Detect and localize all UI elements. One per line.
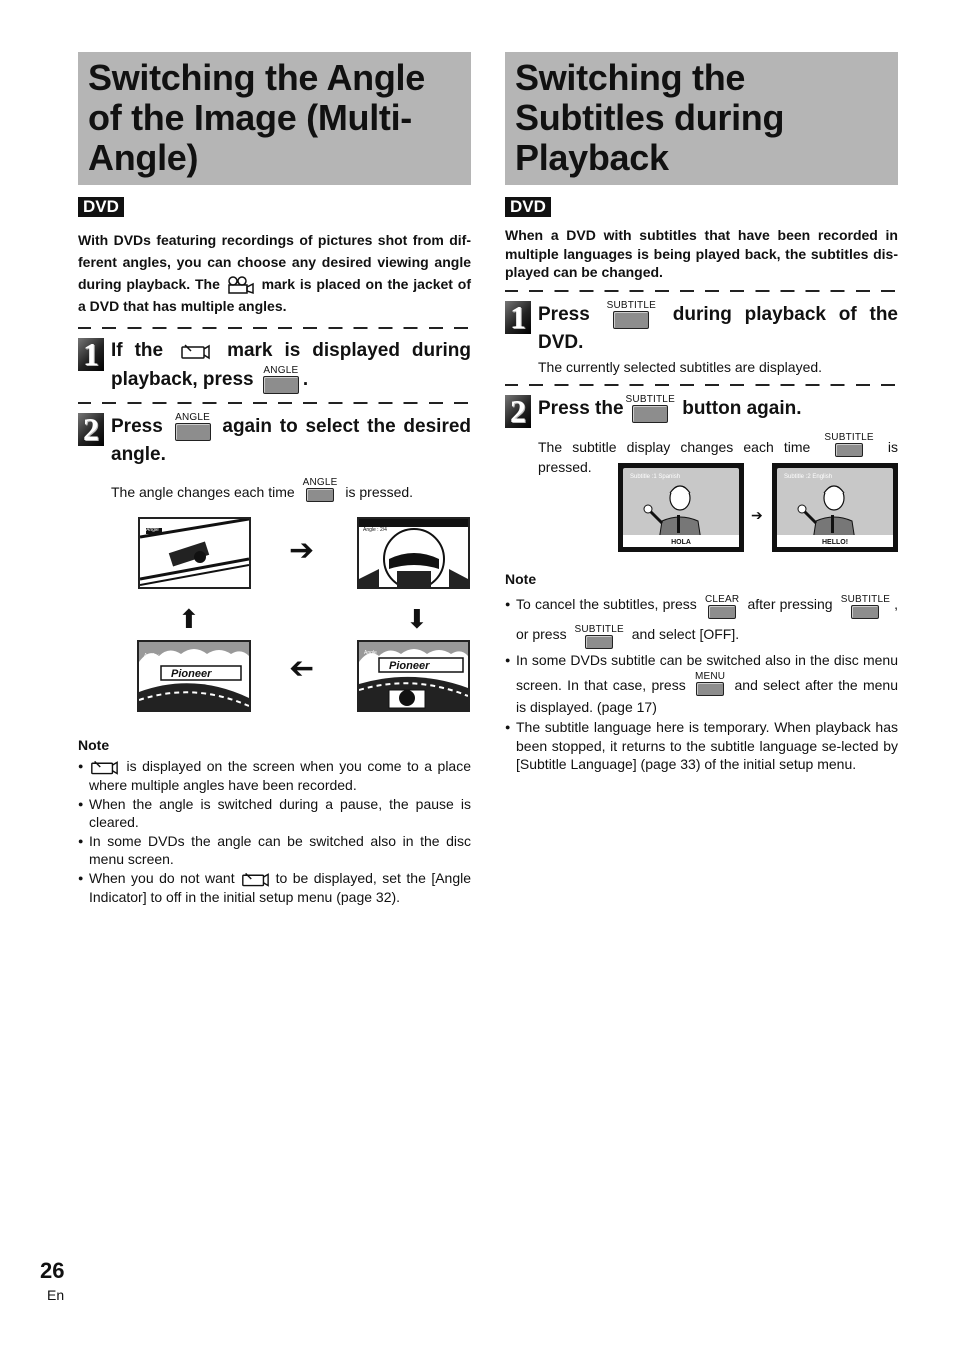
angle-notes — [78, 709, 471, 907]
subtitle-intro: When a DVD with subtitles that have been recorded in multiple languages is being played back, the subtitles dis-played can be changed. — [505, 227, 898, 280]
page-language: En — [47, 1287, 65, 1303]
subtitle-step1-subtext: The currently selected subtitles are displayed. — [538, 358, 823, 375]
step-number-2: 2 — [505, 395, 531, 428]
page-title-angle: Switching the Angle of the Image (Multi-Angle) — [88, 57, 425, 178]
svg-text:Angle : 4/4: Angle : 4/4 — [144, 653, 168, 659]
arrow-up-icon: ⬆ — [178, 604, 200, 634]
step2-text-b: again to select the desired angle. — [111, 416, 472, 466]
clear-button[interactable]: CLEAR — [705, 594, 739, 619]
angle-screen-2 — [357, 517, 470, 589]
subtitle-screen-spanish — [618, 463, 744, 552]
subtitle-notes — [505, 543, 898, 774]
menu-button[interactable]: MENU — [695, 671, 725, 696]
page-number: 26 — [40, 1258, 65, 1283]
angle-mark-icon — [89, 758, 119, 776]
dvd-badge: DVD — [505, 197, 551, 217]
note-item: ● When the angle is switched during a pause, the pause is cleared. — [78, 795, 471, 832]
page-title-subtitles: Switching the Subtitles during Playback — [515, 57, 785, 178]
note-item: ● To cancel the subtitles, press CLEAR after pressing SUBTITLE , or press SUBTITLE and select [OFF]. — [505, 589, 898, 649]
subtitle-step-1: 1 Press SUBTITLE during playback of the DVD. — [505, 300, 898, 357]
angle-screen-4 — [357, 640, 470, 712]
left-title-box — [78, 52, 471, 185]
left-column — [78, 52, 471, 502]
step-number-1: 1 — [505, 301, 531, 334]
subtitle-step-2: 2 Press the SUBTITLE button again. — [505, 394, 898, 428]
angle-mark-icon — [179, 342, 211, 360]
svg-text:HOLA: HOLA — [671, 539, 691, 546]
step1-text-b: mark is displayed during playback, press — [111, 340, 472, 391]
angle-step-1: 1 If the mark is displayed during playback, press ANGLE . — [78, 337, 471, 394]
angle-screen-3 — [137, 640, 251, 712]
note-item: ● When you do not want to be displayed, set the [Angle Indicator] to off in the initial setup menu (page 32). — [78, 869, 471, 907]
angle-button-small[interactable]: ANGLE — [303, 477, 338, 502]
arrow-down-icon: ⬇ — [406, 604, 428, 634]
note-item: ● The subtitle language here is temporary. When playback has been stopped, it returns to the subtitle language se-lected by [Subtitle Language] (page 33) of the initial setup menu. — [505, 718, 898, 774]
subtitle-button[interactable]: SUBTITLE — [607, 300, 656, 329]
angle-mark-icon — [240, 870, 270, 888]
subtitle-button[interactable]: SUBTITLE — [574, 624, 623, 649]
divider — [78, 327, 471, 329]
note-item: ● In some DVDs subtitle can be switched also in the disc menu screen. In that case, press MENU and select after the menu is displayed. (page 17) — [505, 649, 898, 718]
subtitle-screen-english — [772, 463, 898, 552]
multi-camera-icon — [225, 275, 257, 295]
note-heading: Note — [78, 737, 110, 753]
subtitle-button-small[interactable]: SUBTITLE — [824, 432, 873, 457]
arrow-right-icon: ➔ — [289, 534, 315, 567]
svg-text:Pioneer: Pioneer — [389, 660, 430, 672]
svg-text:Angle: Angle — [146, 527, 159, 533]
subtitle-button[interactable]: SUBTITLE — [841, 594, 890, 619]
divider — [505, 384, 898, 386]
dvd-badge: DVD — [78, 197, 124, 217]
svg-text:Angle: Angle — [364, 650, 377, 656]
subtitle-button[interactable]: SUBTITLE — [626, 394, 675, 423]
note-item: ● In some DVDs the angle can be switched also in the disc menu screen. — [78, 832, 471, 869]
angle-intro — [78, 229, 471, 317]
svg-text:Angle : 2/4: Angle : 2/4 — [363, 527, 387, 533]
svg-text:Subtitle :1 Spanish: Subtitle :1 Spanish — [630, 474, 681, 480]
right-title-box — [505, 52, 898, 185]
angle-button[interactable]: ANGLE — [175, 412, 211, 441]
note-heading: Note — [505, 571, 537, 587]
angle-step2-subtext: The angle changes each time ANGLE is pressed. — [111, 477, 414, 501]
step1-text-a: If the — [111, 340, 164, 362]
step2-text-a: Press — [111, 416, 163, 438]
svg-text:Subtitle :2 English: Subtitle :2 English — [784, 474, 833, 480]
arrow-right-icon: ➔ — [751, 507, 763, 523]
angle-intro-text-1: With DVDs featuring recordings of pictures shot from dif-ferent angles, you can choose any desired viewing angle during playback. The — [78, 232, 471, 292]
arrow-left-icon: ➔ — [289, 652, 315, 685]
angle-screen-1 — [138, 517, 251, 589]
right-column — [505, 52, 898, 477]
note-item: ● is displayed on the screen when you come to a place where multiple angles have been recorded. — [78, 757, 471, 795]
step-number-2: 2 — [78, 413, 104, 446]
angle-step-2 — [78, 412, 471, 469]
svg-text:Pioneer: Pioneer — [171, 668, 212, 680]
angle-button[interactable]: ANGLE — [263, 365, 299, 394]
step-number-1: 1 — [78, 338, 104, 371]
divider — [78, 402, 471, 404]
divider — [505, 290, 898, 292]
svg-text:HELLO!: HELLO! — [821, 539, 849, 546]
subtitle-step2-subtext: The subtitle display changes each time SUBTITLE is pressed. — [538, 431, 899, 475]
angle-intro-text-2: mark is placed on the jacket of a DVD that has multiple angles. — [78, 276, 472, 315]
